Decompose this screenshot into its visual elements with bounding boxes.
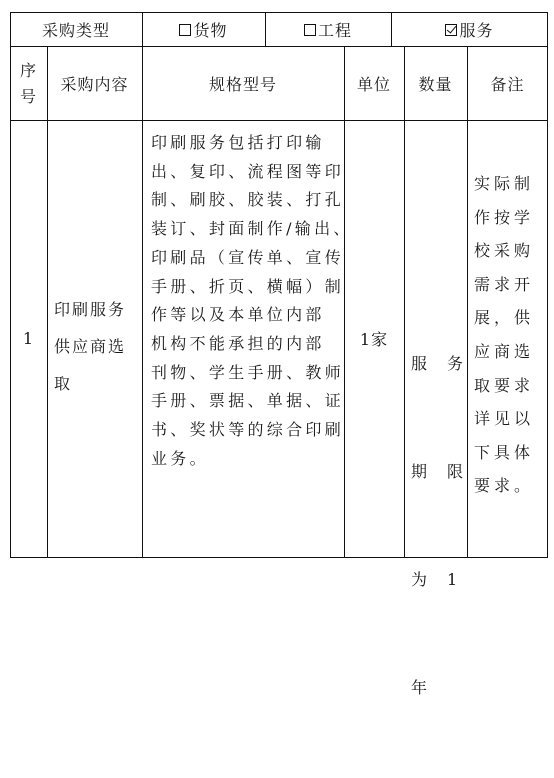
row-remarks-line: 应商选	[474, 341, 535, 361]
type-option-service[interactable]	[391, 12, 548, 47]
row-unit: 1家	[359, 330, 389, 349]
row-spec-line: 手册、折页、横幅）制	[151, 276, 345, 296]
row-remarks-line: 取要求	[474, 375, 535, 395]
row-spec-line: 机构不能承担的内部	[151, 333, 325, 353]
row-remarks-line: 要求。	[474, 476, 535, 496]
row-spec-line: 装订、封面制作/输出、	[151, 219, 353, 239]
checkbox-goods[interactable]	[179, 24, 191, 36]
row-quantity-line: 年	[411, 678, 430, 697]
row-content-line: 印刷服务	[54, 300, 127, 319]
checkbox-service-checked[interactable]	[445, 24, 457, 36]
procurement-table	[10, 12, 548, 697]
header-seq-line-1: 序	[19, 60, 37, 80]
row-remarks-line: 实际制	[474, 174, 535, 193]
type-option-engineering[interactable]	[265, 12, 391, 47]
header-seq	[10, 47, 47, 120]
row-content-line: 供应商选	[54, 337, 127, 356]
row-remarks-line: 详见以	[474, 409, 535, 429]
row-spec	[151, 129, 353, 473]
row-content-line: 取	[54, 374, 73, 393]
row-spec-line: 印刷服务包括打印输	[151, 133, 325, 152]
type-option-goods-label: 货物	[193, 21, 228, 40]
border-col-4	[404, 46, 405, 558]
type-option-goods[interactable]	[142, 12, 265, 47]
header-quantity: 数量	[418, 75, 453, 94]
row-remarks-line: 需求开	[474, 274, 535, 294]
row-spec-line: 制、刷胶、胶装、打孔	[151, 190, 345, 210]
row-remarks-line: 校采购	[474, 241, 535, 261]
header-content: 采购内容	[60, 75, 129, 94]
row-spec-line: 作等以及本单位内部	[151, 305, 325, 325]
row-spec-line: 书、奖状等的综合印刷	[151, 420, 345, 440]
header-seq-line-2: 号	[19, 86, 37, 106]
row-quantity-line: 为 1	[411, 570, 460, 589]
border-col-5	[467, 46, 468, 558]
row-spec-line: 刊物、学生手册、教师	[151, 362, 345, 382]
row-spec-line: 印刷品（宣传单、宣传	[151, 247, 345, 267]
type-option-service-label: 服务	[459, 21, 494, 40]
row-quantity-line: 服 务	[411, 354, 466, 373]
row-remarks-line: 下具体	[474, 442, 535, 462]
row-remarks-line: 作按学	[474, 207, 535, 227]
type-label: 采购类型	[41, 21, 110, 40]
type-option-engineering-label: 工程	[317, 21, 352, 40]
row-spec-line: 出、复印、流程图等印	[151, 161, 345, 181]
header-spec: 规格型号	[208, 75, 277, 94]
row-seq: 1	[22, 329, 35, 348]
row-quantity	[411, 274, 465, 778]
row-spec-line: 手册、票据、单据、证	[151, 391, 345, 411]
checkbox-engineering[interactable]	[304, 24, 316, 36]
row-spec-line: 业务。	[151, 448, 209, 468]
header-unit: 单位	[356, 75, 391, 94]
row-remarks-line: 展，供	[474, 308, 535, 328]
row-remarks	[474, 167, 534, 503]
border-col-1	[47, 46, 48, 558]
row-quantity-line: 期 限	[411, 462, 466, 481]
header-remarks: 备注	[490, 75, 525, 94]
row-content	[54, 291, 126, 402]
